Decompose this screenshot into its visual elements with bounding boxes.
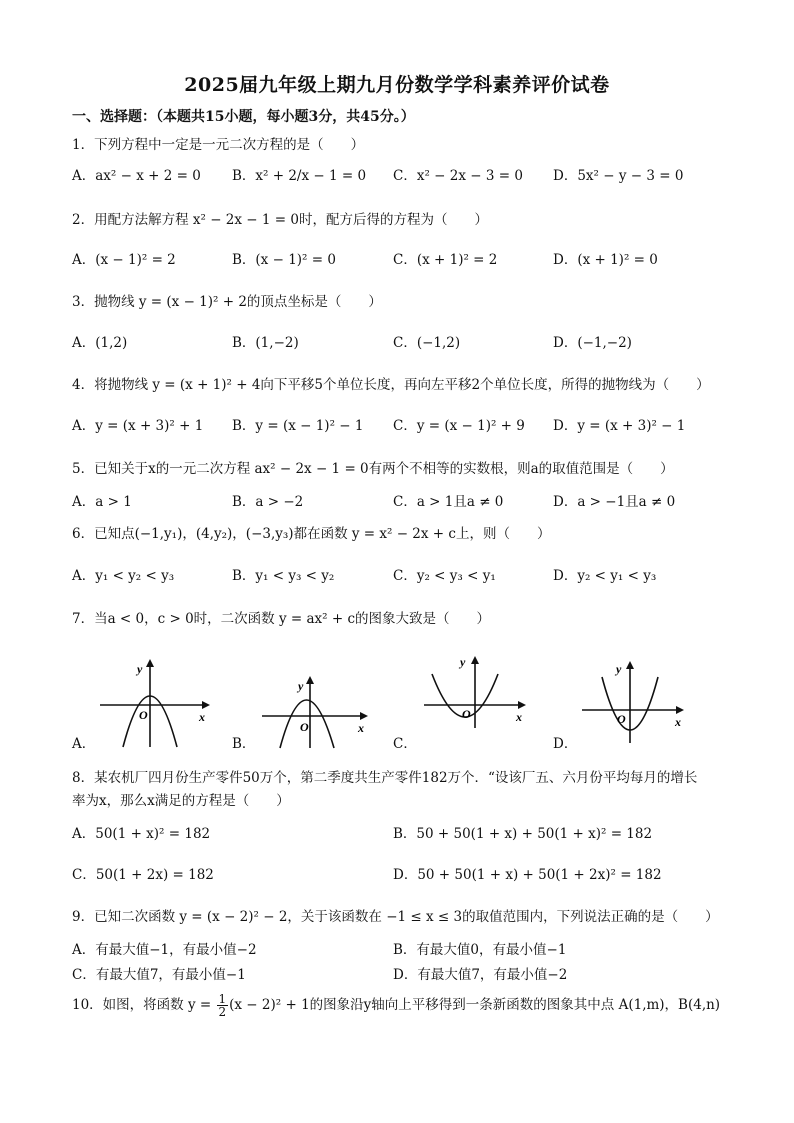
question-1-option-b: B．x² + 2/x − 1 = 0 [232, 168, 367, 184]
graph-c-x-label: x [516, 710, 522, 724]
question-1-stem: 1．下列方程中一定是一元二次方程的是（ ） [72, 137, 365, 153]
question-1-option-d: D．5x² − y − 3 = 0 [553, 168, 684, 184]
question-2-stem: 2．用配方法解方程 x² − 2x − 1 = 0时，配方后得的方程为（ ） [72, 212, 488, 228]
question-1-option-a: A．ax² − x + 2 = 0 [72, 168, 201, 184]
question-1-option-c: C．x² − 2x − 3 = 0 [393, 168, 523, 184]
question-4-stem: 4．将抛物线 y = (x + 1)² + 4向下平移5个单位长度，再向左平移2个单位长度，所得的抛物线为（ ） [72, 377, 710, 393]
question-9-option-d: D．有最大值7，有最小值−2 [393, 967, 568, 983]
question-10-stem-after: (x − 2)² + 1的图象沿y轴向上平移得到一条新函数的图象其中点 A(1,m)，B(4,n) [229, 997, 721, 1013]
question-3-stem: 3．抛物线 y = (x − 1)² + 2的顶点坐标是（ ） [72, 294, 382, 310]
question-4-option-a: A．y = (x + 3)² + 1 [72, 418, 204, 434]
question-3-option-c: C．(−1,2) [393, 335, 461, 351]
graph-a-y-label: y [137, 662, 143, 676]
question-7-option-c: C． [393, 736, 417, 752]
question-10-stem [72, 993, 720, 1018]
question-8-option-c: C．50(1 + 2x) = 182 [72, 867, 214, 883]
question-8-option-d: D．50 + 50(1 + x) + 50(1 + 2x)² = 182 [393, 867, 662, 883]
question-2-option-a: A．(x − 1)² = 2 [72, 252, 176, 268]
question-8-stem: 8．某农机厂四月份生产零件50万个，第二季度共生产零件182万个．“设该厂五、六月份平均每月的增长 [72, 770, 698, 786]
graph-b-x-label: x [358, 721, 364, 735]
question-4-option-c: C．y = (x − 1)² + 9 [393, 418, 525, 434]
graph-c-origin-label: O [462, 707, 471, 721]
graph-c [420, 650, 535, 730]
question-6-option-b: B．y₁ < y₃ < y₂ [232, 568, 335, 584]
question-9-stem: 9．已知二次函数 y = (x − 2)² − 2，关于该函数在 −1 ≤ x ≤ 3的取值范围内，下列说法正确的是（ ） [72, 909, 719, 925]
graph-b [258, 670, 373, 750]
graph-a [95, 655, 215, 750]
question-2-option-d: D．(x + 1)² = 0 [553, 252, 658, 268]
graph-b-y-label: y [298, 679, 304, 693]
question-4-option-d: D．y = (x + 3)² − 1 [553, 418, 686, 434]
question-7-option-d: D． [553, 736, 578, 752]
question-3-option-d: D．(−1,−2) [553, 335, 632, 351]
question-8-stem-line2: 率为x，那么x满足的方程是（ ） [72, 793, 290, 809]
question-7-stem: 7．当a < 0，c > 0时，二次函数 y = ax² + c的图象大致是（ ） [72, 611, 491, 627]
graph-b-origin-label: O [300, 720, 309, 734]
question-6-stem: 6．已知点(−1,y₁)，(4,y₂)，(−3,y₃)都在函数 y = x² − 2x + c上，则（ ） [72, 526, 551, 542]
question-10-stem-before: 10．如图，将函数 y = [72, 997, 216, 1013]
question-3-option-b: B．(1,−2) [232, 335, 299, 351]
graph-a-x-label: x [199, 710, 205, 724]
question-5-option-d: D．a > −1且a ≠ 0 [553, 494, 676, 510]
question-5-stem: 5．已知关于x的一元二次方程 ax² − 2x − 1 = 0有两个不相等的实数根，则a的取值范围是（ ） [72, 461, 674, 477]
fraction-one-half: $\frac{1}{2}$ [218, 992, 227, 1019]
question-9-option-a: A．有最大值−1，有最小值−2 [72, 942, 257, 958]
graph-c-y-label: y [460, 655, 466, 669]
question-6-option-a: A．y₁ < y₂ < y₃ [72, 568, 175, 584]
question-7-option-a: A． [72, 736, 96, 752]
question-5-option-b: B．a > −2 [232, 494, 304, 510]
question-8-option-a: A．50(1 + x)² = 182 [72, 826, 211, 842]
question-3-option-a: A．(1,2) [72, 335, 128, 351]
question-5-option-c: C．a > 1且a ≠ 0 [393, 494, 504, 510]
graph-d-x-label: x [675, 715, 681, 729]
section-heading: 一、选择题：（本题共15小题，每小题3分，共45分。） [72, 109, 415, 125]
question-2-option-b: B．(x − 1)² = 0 [232, 252, 336, 268]
question-2-option-c: C．(x + 1)² = 2 [393, 252, 498, 268]
graph-d-origin-label: O [617, 712, 626, 726]
question-6-option-d: D．y₂ < y₁ < y₃ [553, 568, 657, 584]
graph-d [580, 655, 695, 745]
question-7-option-b: B． [232, 736, 256, 752]
question-6-option-c: C．y₂ < y₃ < y₁ [393, 568, 496, 584]
question-4-option-b: B．y = (x − 1)² − 1 [232, 418, 364, 434]
question-5-option-a: A．a > 1 [72, 494, 132, 510]
question-9-option-c: C．有最大值7，有最小值−1 [72, 967, 246, 983]
graph-d-y-label: y [616, 662, 622, 676]
graph-a-origin-label: O [139, 708, 148, 722]
page-title: 2025届九年级上期九月份数学学科素养评价试卷 [184, 74, 610, 96]
question-9-option-b: B．有最大值0，有最小值−1 [393, 942, 567, 958]
question-8-option-b: B．50 + 50(1 + x) + 50(1 + x)² = 182 [393, 826, 653, 842]
